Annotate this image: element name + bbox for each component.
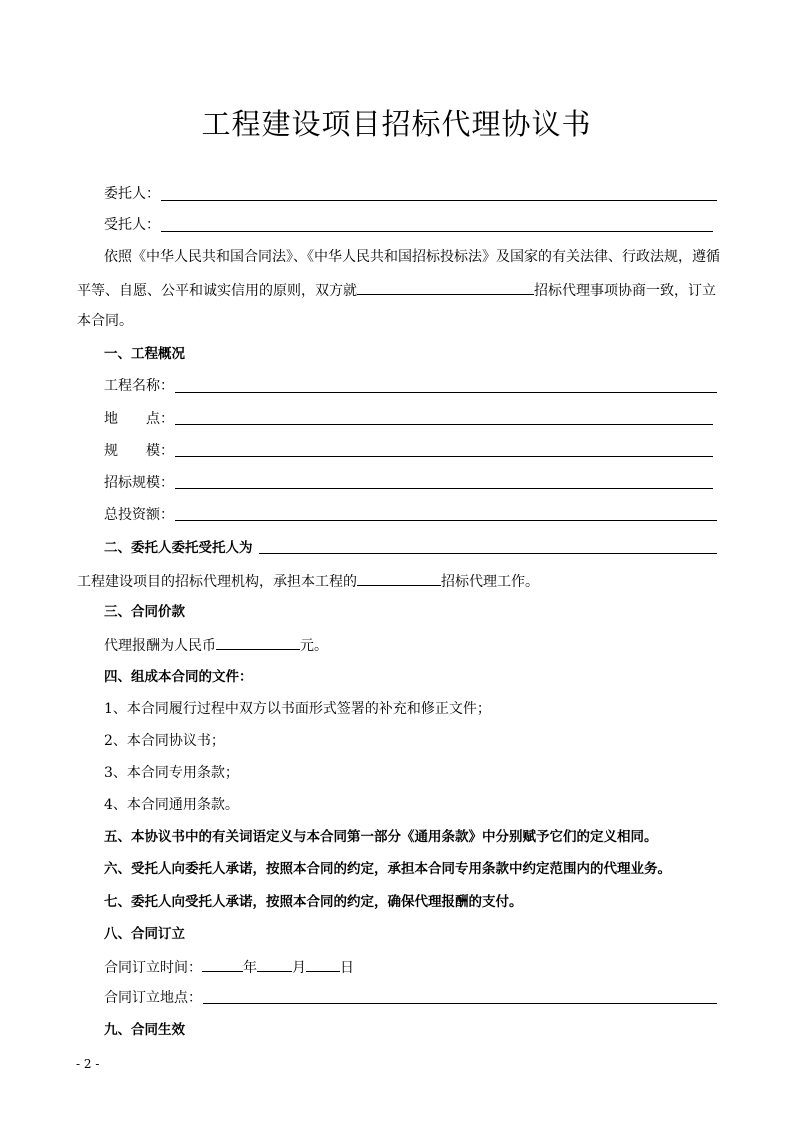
location-label-a: 地 xyxy=(104,411,118,427)
agent-field[interactable] xyxy=(161,231,713,232)
section4-heading: 四、组成本合同的文件： xyxy=(104,669,253,685)
fee-field[interactable] xyxy=(216,633,300,650)
section3-heading: 三、合同价款 xyxy=(104,604,185,620)
page-number: - 2 - xyxy=(76,1057,100,1071)
tender-scale-field[interactable] xyxy=(175,488,713,489)
section2-heading: 二、委托人委托受托人为 xyxy=(104,540,253,556)
tender-type-field[interactable] xyxy=(357,569,441,586)
signing-place-field[interactable] xyxy=(203,1003,717,1004)
scale-label-b: 模： xyxy=(146,443,174,459)
project-name-field[interactable] xyxy=(175,392,717,393)
agency-field[interactable] xyxy=(259,553,717,554)
project-name-label: 工程名称： xyxy=(104,378,174,394)
year-field[interactable] xyxy=(202,955,243,972)
month-label: 月 xyxy=(292,960,306,976)
fee-unit: 元。 xyxy=(300,638,328,654)
preamble-line-2-start: 平等、自愿、公平和诚实信用的原则，双方就 xyxy=(77,283,357,299)
agent-label: 受托人： xyxy=(104,217,160,233)
tender-scale-label: 招标规模： xyxy=(104,475,174,491)
section5: 五、本协议书中的有关词语定义与本合同第一部分《通用条款》中分别赋予它们的定义相同。 xyxy=(104,829,658,845)
section3-text xyxy=(104,633,328,657)
section4-item: 4、本合同通用条款。 xyxy=(104,797,239,813)
section6: 六、受托人向委托人承诺，按照本合同的约定，承担本合同专用条款中约定范围内的代理业务。 xyxy=(104,861,671,877)
section4-item: 3、本合同专用条款； xyxy=(104,765,239,781)
total-investment-label: 总投资额： xyxy=(104,507,174,523)
signing-date xyxy=(104,955,354,979)
section4-item: 1、本合同履行过程中双方以书面形式签署的补充和修正文件； xyxy=(104,701,491,717)
section1-heading: 一、工程概况 xyxy=(104,346,185,362)
matter-field[interactable] xyxy=(357,278,534,295)
total-investment-field[interactable] xyxy=(175,520,717,521)
scale-label xyxy=(104,440,174,462)
principal-label: 委托人： xyxy=(104,186,160,202)
location-label xyxy=(104,408,174,430)
section2-text xyxy=(77,569,539,593)
preamble-line-3: 本合同。 xyxy=(77,313,133,329)
section9-heading: 九、合同生效 xyxy=(104,1022,185,1038)
fee-label: 代理报酬为人民币 xyxy=(104,638,216,654)
location-label-b: 点： xyxy=(146,411,174,427)
day-field[interactable] xyxy=(306,955,340,972)
section8-heading: 八、合同订立 xyxy=(104,926,185,942)
scale-field[interactable] xyxy=(175,456,713,457)
day-label: 日 xyxy=(340,960,354,976)
year-label: 年 xyxy=(243,960,257,976)
month-field[interactable] xyxy=(257,955,292,972)
section2-text-end: 招标代理工作。 xyxy=(441,574,539,590)
section4-item: 2、本合同协议书； xyxy=(104,733,225,749)
preamble-line-2 xyxy=(77,278,716,302)
preamble-line-1: 依照《中华人民共和国合同法》、《中华人民共和国招标投标法》及国家的有关法律、行政法规，遵循 xyxy=(104,249,720,265)
preamble-line-2-end: 招标代理事项协商一致，订立 xyxy=(534,283,716,299)
document-title: 工程建设项目招标代理协议书 xyxy=(201,107,592,141)
section7: 七、委托人向受托人承诺，按照本合同的约定，确保代理报酬的支付。 xyxy=(104,894,523,910)
scale-label-a: 规 xyxy=(104,443,118,459)
location-field[interactable] xyxy=(175,424,713,425)
signing-date-label: 合同订立时间： xyxy=(104,960,202,976)
principal-field[interactable] xyxy=(161,200,717,201)
signing-place-label: 合同订立地点： xyxy=(104,990,202,1006)
section2-text-start: 工程建设项目的招标代理机构，承担本工程的 xyxy=(77,574,357,590)
